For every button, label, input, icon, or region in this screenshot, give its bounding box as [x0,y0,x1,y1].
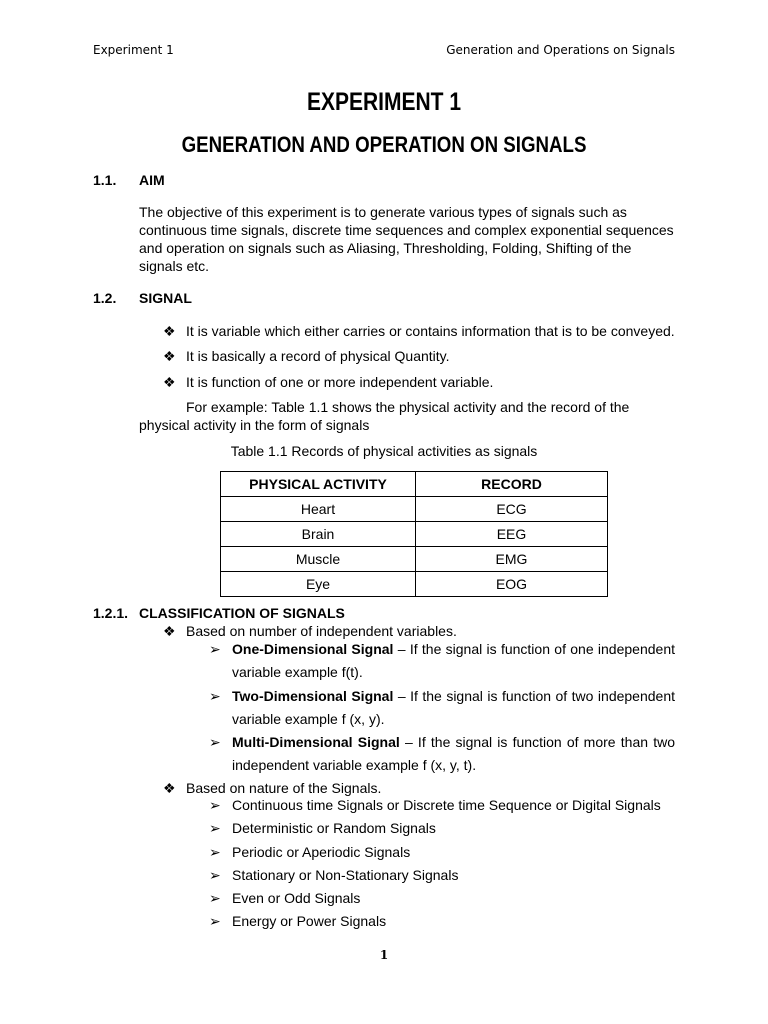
section-heading-signal: SIGNAL [139,290,192,306]
signal-bullet-1: It is variable which either carries or contains information that is to be conveyed. [186,323,675,339]
table-caption: Table 1.1 Records of physical activities as signals [230,443,538,459]
running-header-left: Experiment 1 [93,43,174,57]
page-number: 1 [379,948,389,962]
table-header-row [221,472,608,497]
arrow-bullet-icon: ➢ [209,844,221,860]
aim-line-4: signals etc. [139,258,210,274]
running-header-right: Generation and Operations on Signals [446,43,675,57]
column-header: PHYSICAL ACTIVITY [221,472,416,497]
arrow-bullet-icon: ➢ [209,641,221,657]
nature-item: Deterministic or Random Signals [232,820,436,836]
aim-line-3: and operation on signals such as Aliasing, Thresholding, Folding, Shifting of the [139,240,632,256]
arrow-bullet-icon: ➢ [209,820,221,836]
records-table [220,471,608,597]
table-row [221,522,608,547]
table-cell: ECG [416,497,608,522]
arrow-bullet-icon: ➢ [209,913,221,929]
arrow-bullet-icon: ➢ [209,797,221,813]
table-cell: Muscle [221,547,416,572]
arrow-bullet-icon: ➢ [209,890,221,906]
dimension-item-2-desc: – If the signal is function of two independent variable example f (x, y). [232,688,675,727]
diamond-bullet-icon: ❖ [163,348,176,364]
example-line-1: For example: Table 1.1 shows the physical activity and the record of the [186,399,630,415]
nature-item: Even or Odd Signals [232,890,361,906]
arrow-bullet-icon: ➢ [209,734,221,750]
diamond-bullet-icon: ❖ [163,374,176,390]
table-row [221,497,608,522]
arrow-bullet-icon: ➢ [209,688,221,704]
section-number-aim: 1.1. [93,172,117,188]
signal-bullet-2: It is basically a record of physical Quantity. [186,348,450,364]
page-title: EXPERIMENT 1 [306,88,462,116]
nature-item: Periodic or Aperiodic Signals [232,844,411,860]
dimension-item-1-desc: – If the signal is function of one independent variable example f(t). [232,641,675,680]
table-cell: Brain [221,522,416,547]
aim-line-2: continuous time signals, discrete time sequences and complex exponential sequences [139,222,674,238]
diamond-bullet-icon: ❖ [163,623,176,639]
dimension-item-3-desc: – If the signal is function of more than two independent variable example f (x, y, t). [232,734,675,773]
example-line-2: physical activity in the form of signals [139,417,370,433]
section-heading-aim: AIM [139,172,165,188]
dimension-item-3 [232,731,675,777]
dimension-item-1-term: One-Dimensional Signal [232,641,394,657]
dimension-item-2-term: Two-Dimensional Signal [232,688,394,704]
table-cell: Heart [221,497,416,522]
arrow-bullet-icon: ➢ [209,867,221,883]
table-row [221,547,608,572]
section-number-signal: 1.2. [93,290,117,306]
dimension-item-2 [232,685,675,731]
diamond-bullet-icon: ❖ [163,780,176,796]
table-cell: EOG [416,572,608,597]
nature-item: Continuous time Signals or Discrete time Sequence or Digital Signals [232,797,661,813]
page-subtitle: GENERATION AND OPERATION ON SIGNALS [181,132,587,157]
table-cell: EEG [416,522,608,547]
section-number-classification: 1.2.1. [93,605,129,621]
aim-line-1: The objective of this experiment is to generate various types of signals such as [139,204,627,220]
dimension-item-3-term: Multi-Dimensional Signal [232,734,400,750]
table-cell: EMG [416,547,608,572]
column-header: RECORD [416,472,608,497]
nature-item: Stationary or Non-Stationary Signals [232,867,459,883]
classification-group-2: Based on nature of the Signals. [186,780,382,796]
nature-item: Energy or Power Signals [232,913,387,929]
table-row [221,572,608,597]
dimension-item-1 [232,638,675,684]
table-cell: Eye [221,572,416,597]
section-heading-classification: CLASSIFICATION OF SIGNALS [139,605,345,621]
classification-group-1: Based on number of independent variables. [186,623,457,639]
signal-bullet-3: It is function of one or more independent variable. [186,374,494,390]
diamond-bullet-icon: ❖ [163,323,176,339]
